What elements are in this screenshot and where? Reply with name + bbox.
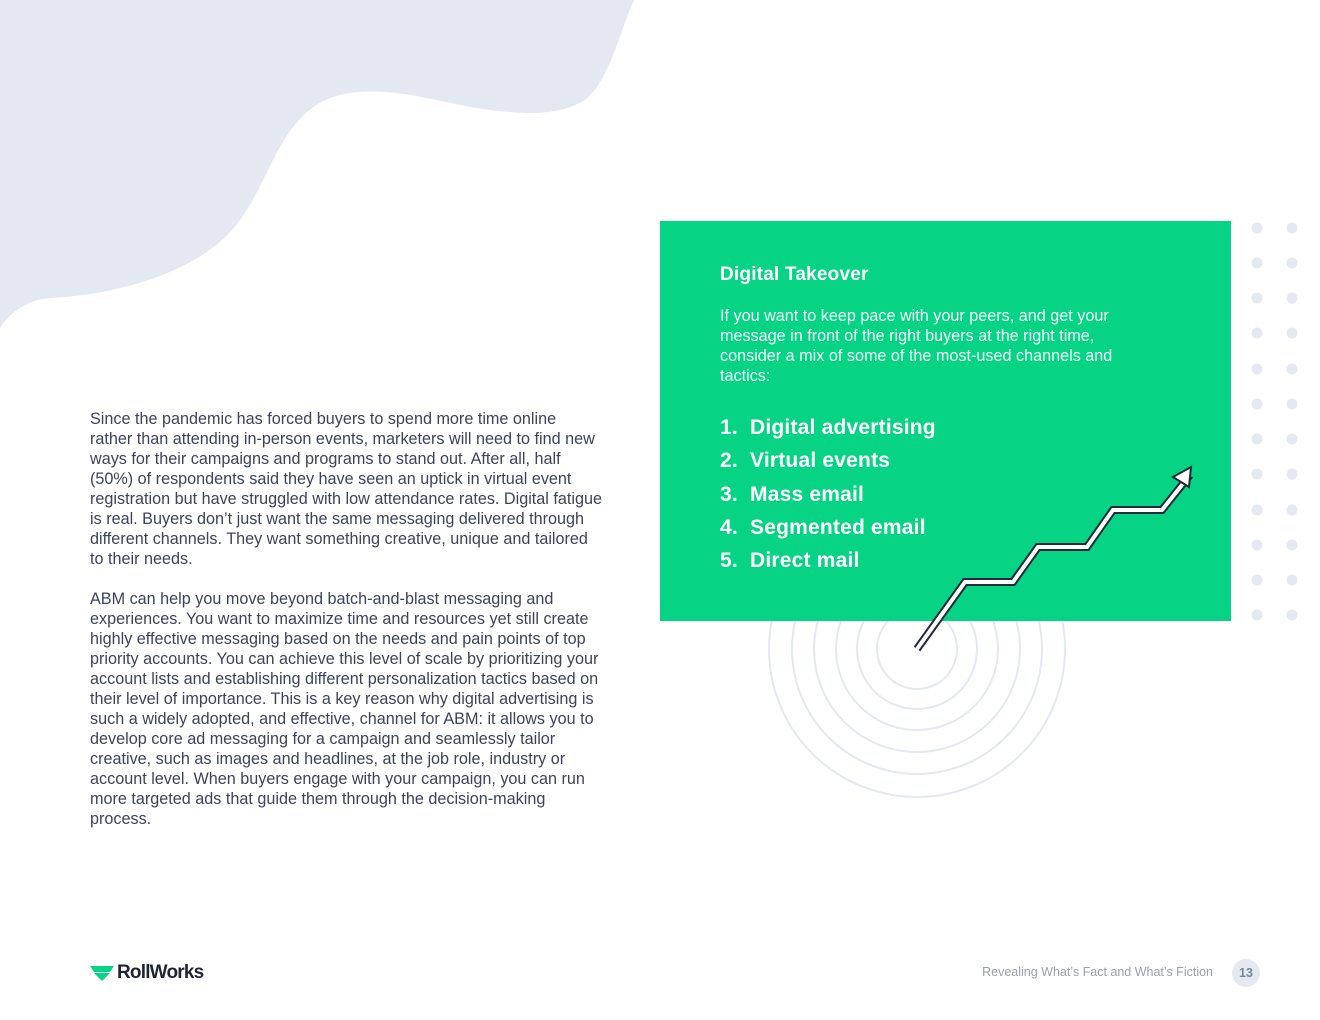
page-number: 13 (1232, 959, 1260, 987)
card-intro: If you want to keep pace with your peers, and get your message in front of the right buyers at the right time, consider a mix of some of the most-used channels and tactics: (720, 307, 1113, 385)
list-item: 3. Mass email (720, 482, 865, 506)
body-paragraph-1: Since the pandemic has forced buyers to spend more time online rather than attending in-person events, marketers will need to find new ways for their campaigns and programs to stand out. After all, half (50%) of respondents said they have seen an uptick in virtual event registration but have struggled with low attendance rates. Digital fatigue is real. Buyers don’t just want the same messaging delivered through different channels. They want something creative, unique and tailored to their needs. (90, 410, 603, 568)
list-item: 2. Virtual events (720, 449, 891, 473)
body-paragraph-2: ABM can help you move beyond batch-and-blast messaging and experiences. You want to maximize time and resources yet still create highly effective messaging based on the needs and pain points of top priority accounts. You can achieve this level of scale by prioritizing your account lists and establishing different personalization tactics based on their level of importance. This is a key reason why digital advertising is such a widely adopted, and effective, channel for ABM: it allows you to develop core ad messaging for a campaign and seamlessly tailor creative, such as images and headlines, at the job role, industry or account level. When buyers engage with your campaign, you can run more targeted ads that guide them through the decision-making process. (90, 590, 599, 828)
dot-grid (1245, 217, 1305, 627)
card-title: Digital Takeover (720, 264, 869, 285)
list-item: 5. Direct mail (720, 549, 860, 573)
logo-wordmark: RollWorks (117, 962, 204, 983)
rollworks-logo (90, 962, 203, 984)
body-text (90, 409, 602, 849)
list-item: 1. Digital advertising (720, 416, 936, 439)
rollworks-logo-icon (90, 964, 114, 982)
document-title: Revealing What’s Fact and What’s Fiction (982, 965, 1213, 979)
background-blob (0, 0, 640, 335)
rising-arrow-icon (900, 455, 1205, 660)
list-item: 4. Segmented email (720, 515, 926, 539)
